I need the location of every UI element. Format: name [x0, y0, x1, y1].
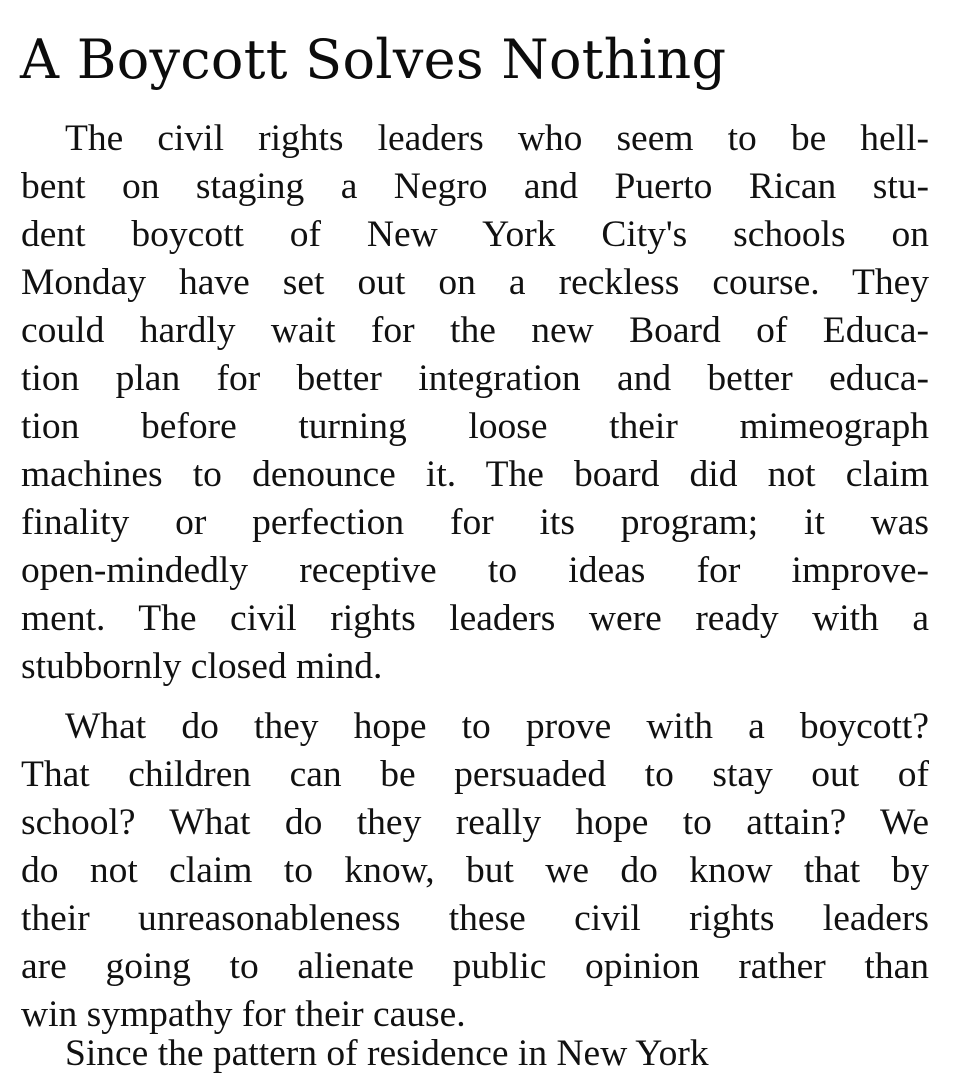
cut-off-text-line: Since the pattern of residence in New York [65, 1033, 709, 1074]
paragraph-1 [21, 115, 929, 691]
text-line: win sympathy for their cause. [21, 994, 466, 1035]
text-line: tion before turning loose their mimeograph [21, 406, 929, 447]
cut-off-paragraph [65, 1030, 925, 1074]
text-line: dent boycott of New York City's schools on [21, 214, 929, 255]
text-line: What do they hope to prove with a boycott? [65, 706, 929, 747]
text-line: ment. The civil rights leaders were ready with a [21, 598, 929, 639]
text-line: bent on staging a Negro and Puerto Rican stu- [21, 166, 929, 207]
text-line: finality or perfection for its program; it was [21, 502, 929, 543]
text-line: school? What do they really hope to attain? We [21, 802, 929, 843]
text-line: That children can be persuaded to stay out of [21, 754, 929, 795]
text-line: The civil rights leaders who seem to be hell- [65, 118, 929, 159]
paragraph-2 [21, 703, 929, 1039]
text-line: do not claim to know, but we do know that by [21, 850, 929, 891]
text-line: machines to denounce it. The board did not claim [21, 454, 929, 495]
headline: A Boycott Solves Nothing [20, 28, 727, 91]
text-line: are going to alienate public opinion rather than [21, 946, 929, 987]
text-line: stubbornly closed mind. [21, 646, 383, 687]
text-line: tion plan for better integration and better educa- [21, 358, 929, 399]
text-line: open-mindedly receptive to ideas for improve- [21, 550, 929, 591]
text-line: their unreasonableness these civil rights leaders [21, 898, 929, 939]
text-line: could hardly wait for the new Board of Educa- [21, 310, 929, 351]
text-line: Monday have set out on a reckless course. They [21, 262, 929, 303]
